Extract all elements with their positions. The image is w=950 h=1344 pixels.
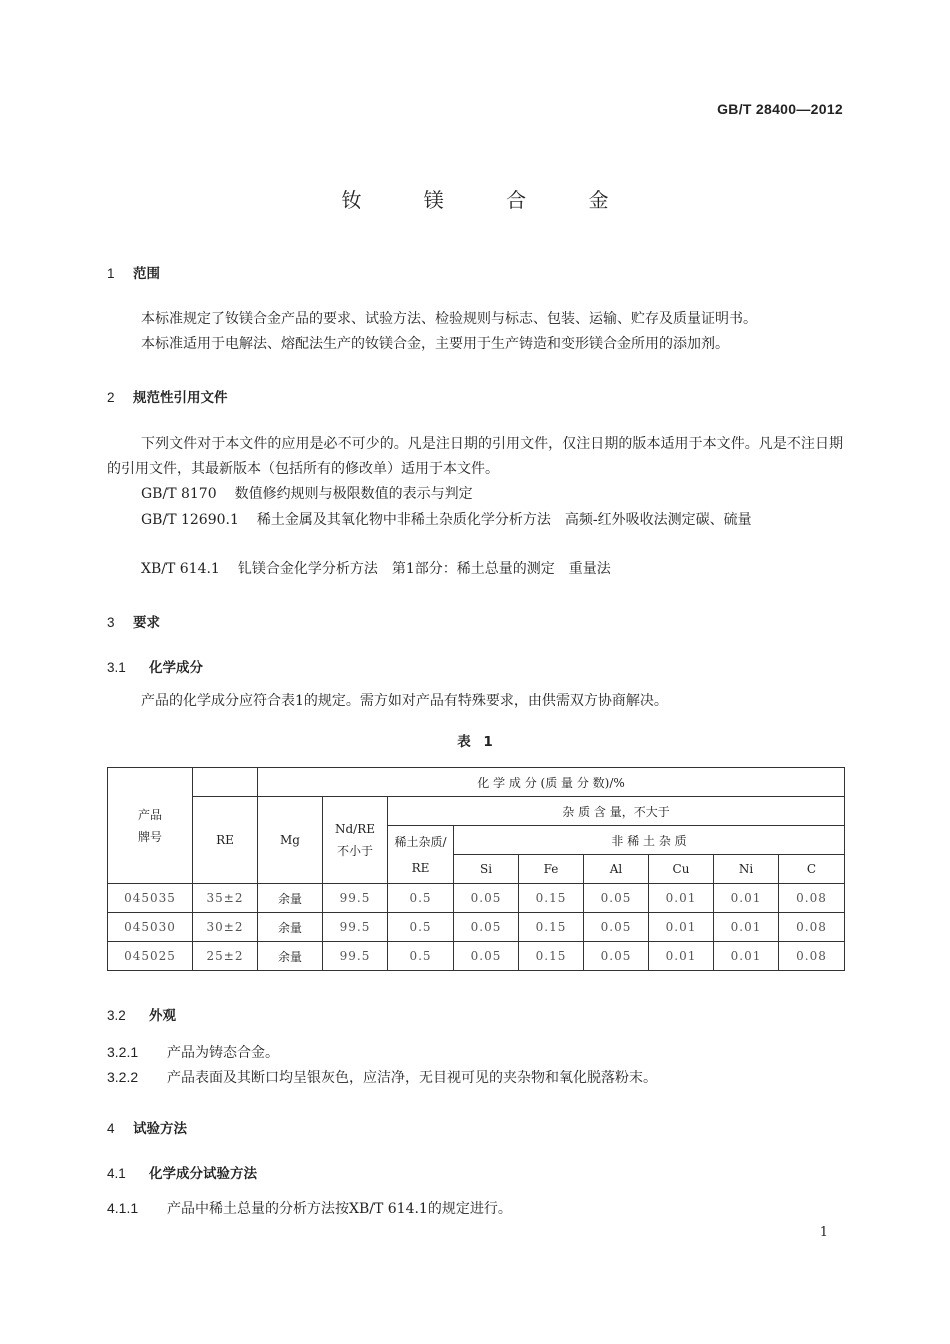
- section-title: 外观: [149, 1008, 176, 1024]
- cell-mg: 余量: [258, 884, 323, 913]
- cell-nd-re: 99.5: [323, 884, 388, 913]
- reference-item: [107, 508, 843, 533]
- header-mg: Mg: [258, 797, 323, 884]
- table-row: [108, 913, 845, 942]
- header-col-al: Al: [584, 855, 649, 884]
- section-4-heading: [107, 1117, 187, 1137]
- cell-rare-imp: 0.5: [388, 942, 454, 971]
- page-number: 1: [819, 1225, 828, 1240]
- cell-c: 0.08: [779, 942, 845, 971]
- section-title: 要求: [133, 615, 160, 631]
- section-title: 范围: [133, 266, 160, 282]
- cell-nd-re: 99.5: [323, 913, 388, 942]
- section-1-heading: [107, 262, 160, 282]
- section-number: 4.1: [107, 1166, 126, 1181]
- table-row: [108, 942, 845, 971]
- section-title: 化学成分试验方法: [149, 1166, 257, 1182]
- cell-fe: 0.15: [519, 884, 584, 913]
- header-non-rare-earth-impurity: 非 稀 土 杂 质: [454, 826, 845, 855]
- cell-cu: 0.01: [649, 913, 714, 942]
- cell-al: 0.05: [584, 942, 649, 971]
- header-col-si: Si: [454, 855, 519, 884]
- reference-title: 钆镁合金化学分析方法 第1部分：稀土总量的测定 重量法: [237, 561, 611, 577]
- cell-grade: 045030: [108, 913, 193, 942]
- normative-references-paragraph: 下列文件对于本文件的应用是必不可少的。凡是注日期的引用文件，仅注日期的版本适用于本文件。凡是不注日期的引用文件，其最新版本（包括所有的修改单）适用于本文件。: [107, 436, 843, 477]
- cell-c: 0.08: [779, 913, 845, 942]
- clause-text: 产品为铸态合金。: [167, 1045, 279, 1061]
- cell-si: 0.05: [454, 913, 519, 942]
- cell-mg: 余量: [258, 913, 323, 942]
- section-3-1-heading: [107, 656, 203, 676]
- reference-title: 稀土金属及其氧化物中非稀土杂质化学分析方法 高频-红外吸收法测定碳、硫量: [256, 512, 752, 528]
- header-rare-earth-impurity: 稀土杂质/ RE: [388, 826, 454, 884]
- cell-mg: 余量: [258, 942, 323, 971]
- section-number: 2: [107, 390, 115, 405]
- clause-text: 产品表面及其断口均呈银灰色，应洁净，无目视可见的夹杂物和氧化脱落粉末。: [167, 1070, 657, 1086]
- cell-nd-re: 99.5: [323, 942, 388, 971]
- section-3-heading: [107, 611, 160, 631]
- cell-fe: 0.15: [519, 913, 584, 942]
- header-chemical-composition: 化 学 成 分 (质 量 分 数)/%: [258, 768, 845, 797]
- header-col-cu: Cu: [649, 855, 714, 884]
- clause-text: 产品中稀土总量的分析方法按XB/T 614.1的规定进行。: [167, 1201, 512, 1217]
- scope-paragraph-2: 本标准适用于电解法、熔配法生产的钕镁合金，主要用于生产铸造和变形镁合金所用的添加剂。: [141, 336, 729, 352]
- chemical-composition-table: [107, 767, 845, 971]
- header-col-ni: Ni: [714, 855, 779, 884]
- cell-grade: 045035: [108, 884, 193, 913]
- scope-paragraph-1: 本标准规定了钕镁合金产品的要求、试验方法、检验规则与标志、包装、运输、贮存及质量证明书。: [141, 311, 757, 327]
- reference-item: [141, 558, 611, 578]
- clause-number: 3.2.2: [107, 1069, 139, 1085]
- chemical-composition-paragraph: 产品的化学成分应符合表1的规定。需方如对产品有特殊要求，由供需双方协商解决。: [141, 693, 668, 709]
- clause-3-2-2: [107, 1067, 657, 1087]
- section-number: 3.1: [107, 660, 126, 675]
- section-number: 1: [107, 266, 115, 281]
- section-number: 4: [107, 1121, 115, 1136]
- section-number: 3: [107, 615, 115, 630]
- clause-3-2-1: [107, 1042, 279, 1062]
- header-grade: 产品 牌号: [108, 768, 193, 884]
- cell-cu: 0.01: [649, 884, 714, 913]
- cell-re: 25±2: [193, 942, 258, 971]
- clause-number: 3.2.1: [107, 1044, 139, 1060]
- cell-rare-imp: 0.5: [388, 884, 454, 913]
- section-title: 规范性引用文件: [133, 390, 228, 406]
- cell-grade: 045025: [108, 942, 193, 971]
- cell-re: 30±2: [193, 913, 258, 942]
- header-col-fe: Fe: [519, 855, 584, 884]
- cell-al: 0.05: [584, 913, 649, 942]
- cell-si: 0.05: [454, 884, 519, 913]
- section-title: 试验方法: [133, 1121, 187, 1137]
- header-blank: [193, 768, 258, 797]
- section-2-heading: [107, 386, 228, 406]
- cell-c: 0.08: [779, 884, 845, 913]
- table-row: [108, 884, 845, 913]
- clause-4-1-1: [107, 1198, 512, 1218]
- reference-item: [141, 483, 473, 503]
- cell-ni: 0.01: [714, 942, 779, 971]
- standard-code: GB/T 28400—2012: [717, 101, 843, 117]
- reference-code: GB/T 8170: [141, 486, 217, 502]
- header-re: RE: [193, 797, 258, 884]
- section-title: 化学成分: [149, 660, 203, 676]
- clause-number: 4.1.1: [107, 1200, 139, 1216]
- section-number: 3.2: [107, 1008, 126, 1023]
- table-caption: 表 1: [457, 734, 497, 750]
- reference-title: 数值修约规则与极限数值的表示与判定: [234, 486, 473, 502]
- cell-al: 0.05: [584, 884, 649, 913]
- cell-ni: 0.01: [714, 884, 779, 913]
- header-col-c: C: [779, 855, 845, 884]
- cell-si: 0.05: [454, 942, 519, 971]
- document-title: 钕 镁 合 金: [341, 188, 637, 212]
- section-4-1-heading: [107, 1162, 257, 1182]
- cell-cu: 0.01: [649, 942, 714, 971]
- header-impurity-content: 杂 质 含 量，不大于: [388, 797, 845, 826]
- header-nd-re: Nd/RE 不小于: [323, 797, 388, 884]
- cell-rare-imp: 0.5: [388, 913, 454, 942]
- reference-code: GB/T 12690.1: [141, 512, 239, 528]
- cell-ni: 0.01: [714, 913, 779, 942]
- cell-re: 35±2: [193, 884, 258, 913]
- cell-fe: 0.15: [519, 942, 584, 971]
- section-3-2-heading: [107, 1004, 176, 1024]
- reference-code: XB/T 614.1: [141, 561, 220, 577]
